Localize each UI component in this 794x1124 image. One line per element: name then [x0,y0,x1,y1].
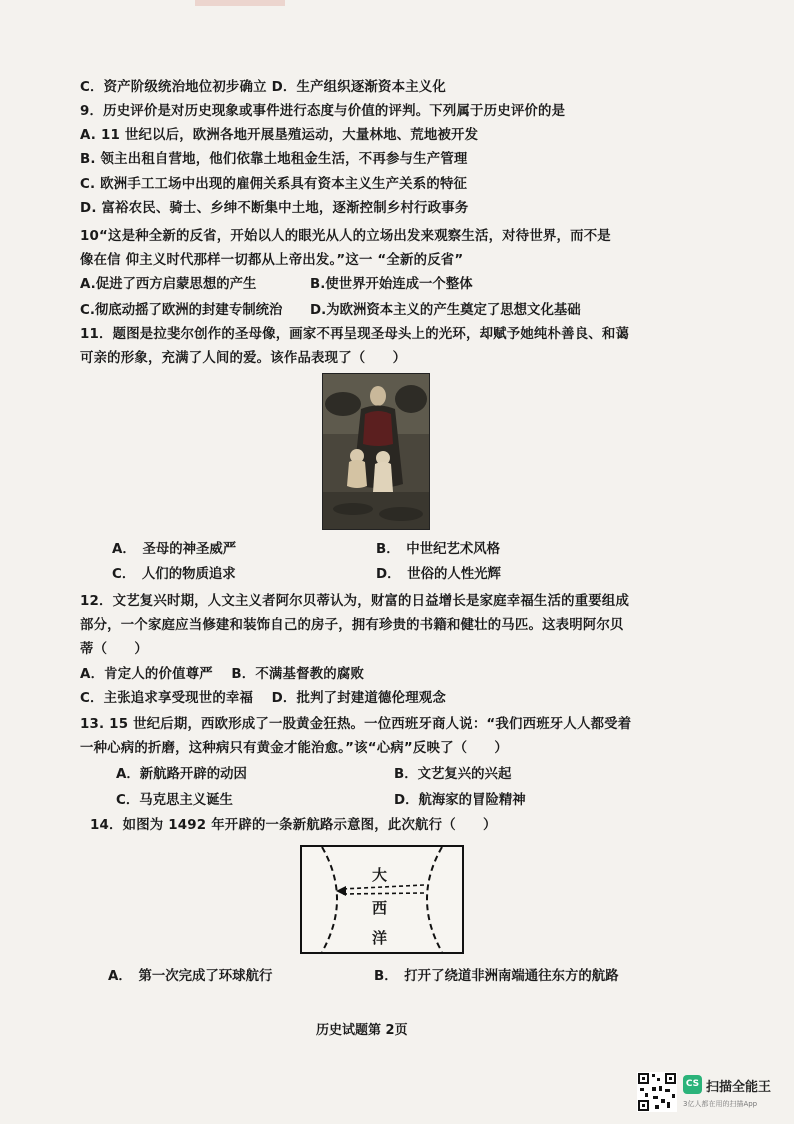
q9-option-b: B. 领主出租自营地，他们依靠土地租金生活，不再参与生产管理 [80,152,468,167]
map-label-xi: 西 [372,899,388,917]
q11-stem-1: 11．题图是拉斐尔创作的圣母像，画家不再呈现圣母头上的光环，却赋予她纯朴善良、和蔼 [80,327,630,342]
q14-option-a: A． 第一次完成了环球航行 [108,969,273,984]
q11-option-b: B． 中世纪艺术风格 [376,542,501,557]
q11-option-c: C． 人们的物质追求 [112,567,236,582]
map-label-da: 大 [372,866,388,884]
scanner-brand: 扫描全能王 [706,1080,772,1095]
q9-option-d: D. 富裕农民、骑士、乡绅不断集中土地，逐渐控制乡村行政事务 [80,201,469,216]
q13-option-c: C．马克思主义诞生 [116,793,233,808]
q10-stem-1: 10“这是种全新的反省，开始以人的眼光从人的立场出发来观察生活，对待世界，而不是 [80,229,611,244]
q10-option-a: A.促进了西方启蒙思想的产生 [80,277,257,292]
madonna-painting-image [323,374,429,529]
q11-option-a: A． 圣母的神圣威严 [112,542,237,557]
q10-stem-2: 像在信 仰主义时代那样一切都从上帝出发。”这一 “全新的反省” [80,253,464,268]
q11-stem-2: 可亲的形象，充满了人间的爱。该作品表现了（ ） [80,351,407,366]
q9-option-a: A. 11 世纪以后，欧洲各地开展垦殖运动，大量林地、荒地被开发 [80,128,479,143]
q12-options-cd: C．主张追求享受现世的幸福 D．批判了封建道德伦理观念 [80,691,446,706]
q13-option-b: B．文艺复兴的兴起 [394,767,512,782]
q12-stem-2: 部分，一个家庭应当修建和装饰自己的房子，拥有珍贵的书籍和健壮的马匹。这表明阿尔贝 [80,618,624,633]
q9-option-c: C. 欧洲手工工场中出现的雇佣关系具有资本主义生产关系的特征 [80,177,468,192]
q8-options-cd: C．资产阶级统治地位初步确立 D．生产组织逐渐资本主义化 [80,80,446,95]
q12-stem-3: 蒂（ ） [80,642,148,657]
q13-option-a: A．新航路开辟的动因 [116,767,247,782]
q14-option-b: B． 打开了绕道非洲南端通往东方的航路 [374,969,619,984]
qr-code-icon [637,1072,677,1112]
page-footer: 历史试题第 2页 [316,1023,408,1038]
q12-stem-1: 12．文艺复兴时期，人文主义者阿尔贝蒂认为，财富的日益增长是家庭幸福生活的重要组成 [80,594,630,609]
q13-stem-1: 13. 15 世纪后期，西欧形成了一股黄金狂热。一位西班牙商人说：“我们西班牙人人都受着 [80,717,632,732]
q13-stem-2: 一种心病的折磨，这种病只有黄金才能治愈。”该“心病”反映了（ ） [80,741,509,756]
scan-mark [195,0,285,6]
scanner-tagline: 3亿人都在用的扫描App [683,1100,758,1108]
q9-stem: 9．历史评价是对历史现象或事件进行态度与价值的评判。下列属于历史评价的是 [80,104,566,119]
q10-option-c: C.彻底动摇了欧洲的封建专制统治 [80,303,283,318]
q10-option-d: D.为欧洲资本主义的产生奠定了思想文化基础 [310,303,581,318]
madonna-painting [322,373,430,530]
atlantic-route-map [300,845,464,954]
q11-option-d: D． 世俗的人性光辉 [376,567,501,582]
q12-options-ab: A．肯定人的价值尊严 B．不满基督教的腐败 [80,667,365,682]
map-label-yang: 洋 [372,929,388,947]
q10-option-b: B.使世界开始连成一个整体 [310,277,473,292]
q14-stem: 14．如图为 1492 年开辟的一条新航路示意图，此次航行（ ） [90,818,497,833]
q13-option-d: D．航海家的冒险精神 [394,793,526,808]
camscanner-logo-icon: CS [683,1075,702,1094]
